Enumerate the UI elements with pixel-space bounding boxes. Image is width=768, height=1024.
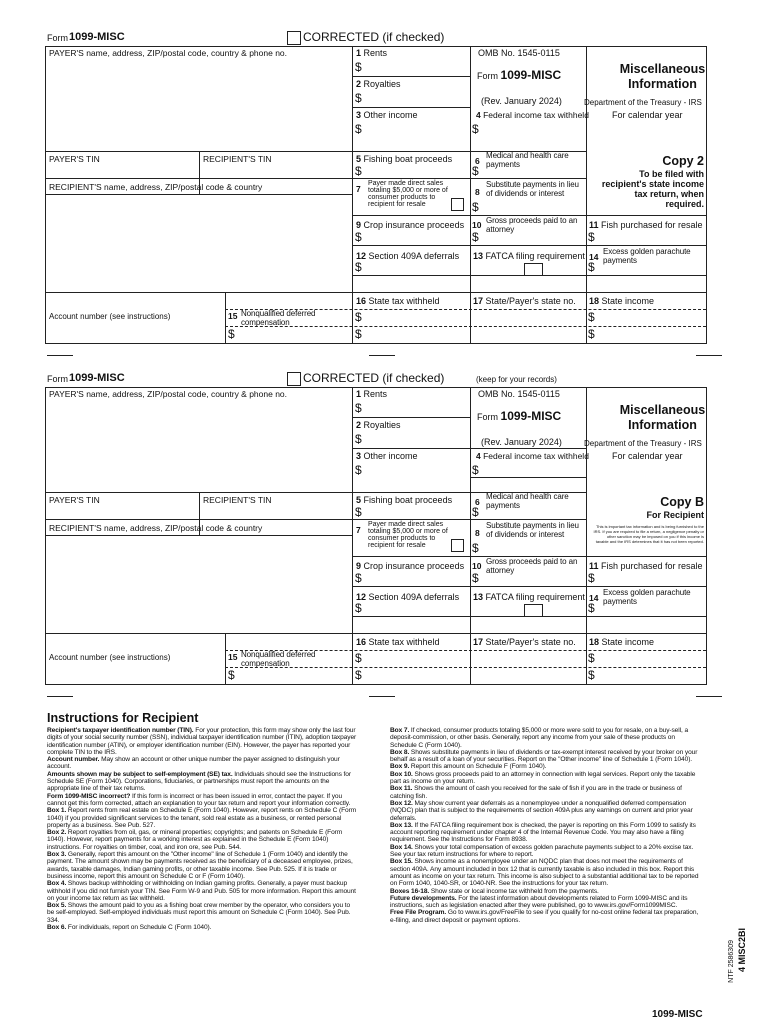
box-10-dollar: $ — [472, 230, 479, 244]
instruction-paragraph: Box 5. Shows the amount paid to you as a fishing boat crew member by the operator, who considers you to be self-employed. Self-employed individuals must report this amount on Schedule C (Form 1040). See Pub. 334. — [47, 902, 351, 924]
payer-name-field[interactable] — [47, 60, 350, 148]
footer-form-name: 1099-MISC — [652, 1009, 703, 1020]
box-10-number: 10 — [472, 561, 482, 571]
box-18-dollar-2: $ — [588, 327, 595, 341]
box-15-dollar: $ — [228, 327, 235, 341]
box-1-label: 1 Rents — [356, 389, 388, 399]
instruction-paragraph: Box 14. Shows your total compensation of excess golden parachute payments subject to a 20% excise tax. See your tax return instructions for where to report. — [390, 843, 694, 859]
box-16-dollar-2: $ — [355, 668, 362, 682]
box-11-dollar: $ — [588, 571, 595, 585]
instruction-paragraph: Box 1. Report rents from real estate on Schedule E (Form 1040). However, report rents on Schedule C (Form 1040) if you provided significant services to the tenant, sold real estate as a business, or rented personal property as a business. See Pub. 527. — [47, 807, 357, 829]
copy-subtitle: To be filed with recipient's state income tax return, when required. — [601, 169, 704, 209]
box-13-checkbox[interactable] — [524, 604, 543, 617]
box-6-number: 6 — [475, 497, 480, 507]
box-6-label: Medical and health care payments — [486, 151, 569, 169]
side-id: 4 MISC2BI — [737, 928, 747, 973]
calendar-year-label: For calendar year — [612, 451, 683, 461]
box-9-label: 9 Crop insurance proceeds — [356, 220, 465, 230]
box-14-dollar: $ — [588, 601, 595, 615]
box-3-dollar: $ — [355, 463, 362, 477]
box-3-dollar: $ — [355, 122, 362, 136]
instruction-paragraph: Account number. May show an account or other unique number the payer assigned to distinguish your account. — [47, 756, 340, 771]
box-8-number: 8 — [475, 528, 480, 538]
box-7-checkbox[interactable] — [451, 198, 464, 211]
box-6-dollar: $ — [472, 164, 479, 178]
box-3-label: 3 Other income — [356, 110, 418, 120]
box-1-dollar: $ — [355, 401, 362, 415]
box-10-label: Gross proceeds paid to an attorney — [486, 216, 578, 234]
form-name-center: Form 1099-MISC — [477, 68, 562, 82]
box-2-dollar: $ — [355, 432, 362, 446]
box-17-label: 17 State/Payer's state no. — [473, 637, 576, 647]
instruction-paragraph: Box 8. Shows substitute payments in lieu of dividends or tax-exempt interest received by your broker on your behalf as a result of a loan of your securities. Report on the "Other income" line of Schedule 1 (Form 1040). — [390, 748, 698, 764]
corrected-checkbox[interactable] — [287, 31, 301, 45]
box-4-label: 4 Federal income tax withheld — [476, 110, 589, 120]
box-18-dollar-2: $ — [588, 668, 595, 682]
side-code: NTF 2586309 — [728, 940, 735, 983]
box-13-label: 13 FATCA filing requirement — [473, 251, 585, 261]
box-18-label: 18 State income — [589, 296, 655, 306]
copy-note: This is important tax information and is being furnished to the IRS. If you are required to file a return, a negligence penalty or other sanction may be imposed on you if this income is taxable and the IRS determines that it has not been reported. — [593, 524, 704, 544]
box-14-number: 14 — [589, 593, 599, 603]
box-18-dollar-1: $ — [588, 310, 595, 324]
box-14-number: 14 — [589, 252, 599, 262]
copy-title: Copy 2 — [662, 154, 704, 168]
box-7-checkbox[interactable] — [451, 539, 464, 552]
box-7-number: 7 — [356, 184, 361, 194]
box-14-dollar: $ — [588, 260, 595, 274]
box-16-label: 16 State tax withheld — [356, 637, 440, 647]
instruction-paragraph: Box 15. Shows income as a nonemployee under an NQDC plan that does not meet the requirements of section 409A. Any amount included in box 12 that is currently taxable is also included in this box. Report this amount as income on your tax return. This income is also subject to a substantial additional tax to be reported on Form 1040, 1040-SR, or 1040-NR. See the instructions for your tax return. — [390, 858, 699, 888]
instruction-paragraph: Box 2. Report royalties from oil, gas, or mineral properties; copyrights; and patents on Schedule E (Form 1040). However, report payments for a working interest as explained in the Schedule E (Form 1040) instructions. For royalties on timber, coal, and iron ore, see Pub. 544. — [47, 829, 343, 851]
box-12-dollar: $ — [355, 601, 362, 615]
box-8-dollar: $ — [472, 541, 479, 555]
copy-subtitle: For Recipient — [646, 510, 704, 520]
box-8-label: Substitute payments in lieu of dividends or interest — [486, 180, 579, 198]
payer-tin-label: PAYER'S TIN — [49, 495, 100, 505]
recipient-name-label: RECIPIENT'S name, address, ZIP/postal code & country — [49, 523, 263, 533]
form-prefix: Form — [47, 374, 68, 384]
form-title: Miscellaneous Information — [619, 62, 706, 91]
box-4-label: 4 Federal income tax withheld — [476, 451, 589, 461]
account-number-label: Account number (see instructions) — [49, 312, 171, 321]
box-15-dollar: $ — [228, 668, 235, 682]
instruction-paragraph: Box 7. If checked, consumer products totaling $5,000 or more were sold to you for resale, on a buy-sell, a deposit-commission, or other basis. Generally, report any income from your sale of these products on Schedule C (Form 1040). — [390, 727, 689, 749]
box-10-label: Gross proceeds paid to an attorney — [486, 557, 578, 575]
box-8-dollar: $ — [472, 200, 479, 214]
recipient-tin-label: RECIPIENT'S TIN — [203, 495, 272, 505]
instruction-paragraph: Box 10. Shows gross proceeds paid to an attorney in connection with legal services. Report only the taxable part as income on your return. — [390, 770, 696, 786]
box-1-dollar: $ — [355, 60, 362, 74]
box-7-number: 7 — [356, 525, 361, 535]
box-1-label: 1 Rents — [356, 48, 388, 58]
box-9-dollar: $ — [355, 571, 362, 585]
instruction-paragraph: Future developments. For the latest information about developments related to Form 1099-MISC and its instructions, such as legislation enacted after they were published, go to www.irs.gov/Form1099MISC. — [390, 894, 688, 910]
instruction-paragraph: Box 13. If the FATCA filing requirement box is checked, the payer is reporting on this Form 1099 to satisfy its account reporting requirement under chapter 4 of the Internal Revenue Code. You may also have a filing requirement. See the Instructions for Form 8938. — [390, 821, 696, 844]
box-18-label: 18 State income — [589, 637, 655, 647]
instruction-paragraph: Box 4. Shows backup withholding or withholding on Indian gaming profits. Generally, a payer must backup withhold if you did not furnish your TIN. See Form W-9 and Pub. 505 for more information. Report this amount on your income tax return as tax withheld. — [47, 880, 356, 902]
instruction-paragraph: Box 9. Report this amount on Schedule F (Form 1040). — [390, 763, 547, 771]
box-13-checkbox[interactable] — [524, 263, 543, 276]
box-14-label: Excess golden parachute payments — [603, 588, 691, 606]
box-2-label: 2 Royalties — [356, 79, 401, 89]
revision-date: (Rev. January 2024) — [481, 96, 562, 106]
box-16-dollar-1: $ — [355, 651, 362, 665]
instructions-right-column — [390, 727, 700, 924]
instructions-title: Instructions for Recipient — [47, 711, 199, 725]
box-6-label: Medical and health care payments — [486, 492, 569, 510]
box-10-dollar: $ — [472, 571, 479, 585]
instruction-paragraph: Box 6. For individuals, report on Schedule C (Form 1040). — [47, 924, 212, 932]
box-8-label: Substitute payments in lieu of dividends or interest — [486, 521, 579, 539]
box-4-dollar: $ — [472, 463, 479, 477]
payer-name-field[interactable] — [47, 401, 350, 489]
form-prefix: Form — [47, 33, 68, 43]
box-7-label: Payer made direct sales totaling $5,000 or more of consumer products to recipient for resale — [368, 521, 448, 549]
corrected-checkbox[interactable] — [287, 372, 301, 386]
box-5-dollar: $ — [355, 164, 362, 178]
payer-name-label: PAYER'S name, address, ZIP/postal code, country & phone no. — [49, 48, 288, 58]
form-title: Miscellaneous Information — [619, 403, 706, 432]
omb-number: OMB No. 1545-0115 — [478, 389, 560, 399]
box-5-dollar: $ — [355, 505, 362, 519]
box-11-dollar: $ — [588, 230, 595, 244]
corrected-label: CORRECTED (if checked) — [303, 371, 445, 385]
instruction-paragraph: Box 11. Shows the amount of cash you received for the sale of fish if you are in the trade or business of catching fish. — [390, 785, 682, 800]
instruction-paragraph: Form 1099-MISC incorrect? If this form is incorrect or has been issued in error, contact the payer. If you cannot get this form corrected, attach an explanation to your tax return and report your information correctly. — [47, 792, 351, 807]
box-2-dollar: $ — [355, 91, 362, 105]
box-10-number: 10 — [472, 220, 482, 230]
payer-tin-label: PAYER'S TIN — [49, 154, 100, 164]
recipient-name-field[interactable] — [47, 537, 350, 631]
box-13-label: 13 FATCA filing requirement — [473, 592, 585, 602]
form-name: 1099-MISC — [69, 372, 125, 384]
box-15-number: 15 — [228, 311, 238, 321]
department-label: Department of the Treasury - IRS — [584, 439, 702, 448]
payer-name-label: PAYER'S name, address, ZIP/postal code, country & phone no. — [49, 389, 288, 399]
box-17-label: 17 State/Payer's state no. — [473, 296, 576, 306]
box-3-label: 3 Other income — [356, 451, 418, 461]
box-16-dollar-2: $ — [355, 327, 362, 341]
box-11-label: 11 Fish purchased for resale — [589, 561, 703, 571]
box-15-label: Nonqualified deferred compensation — [241, 650, 316, 668]
box-11-label: 11 Fish purchased for resale — [589, 220, 703, 230]
box-18-dollar-1: $ — [588, 651, 595, 665]
box-8-number: 8 — [475, 187, 480, 197]
box-12-label: 12 Section 409A deferrals — [356, 592, 460, 602]
instruction-paragraph: Free File Program. Go to www.irs.gov/FreeFile to see if you qualify for no-cost online federal tax preparation, e-filing, and direct deposit or payment options. — [390, 909, 699, 924]
recipient-tin-label: RECIPIENT'S TIN — [203, 154, 272, 164]
box-15-label: Nonqualified deferred compensation — [241, 309, 316, 327]
box-4-dollar: $ — [472, 122, 479, 136]
box-5-label: 5 Fishing boat proceeds — [356, 495, 453, 505]
instruction-paragraph: Recipient's taxpayer identification number (TIN). For your protection, this form may show only the last four digits of your social security number (SSN), individual taxpayer identification number (ITIN), adoption taxpayer identification number (ATIN), or employer identification number (EIN). However, the payer has reported your complete TIN to the IRS. — [47, 727, 357, 756]
instruction-paragraph: Box 12. May show current year deferrals as a nonemployee under a nonqualified deferred compensation (NQDC) plan that is subject to the requirements of section 409A plus any earnings on current and prior year deferrals. — [390, 799, 693, 822]
instruction-paragraph: Box 3. Generally, report this amount on the "Other income" line of Schedule 1 (Form 1040) and identify the payment. The amount shown may be payments received as the beneficiary of a deceased employee, prizes, awards, taxable damages, Indian gaming profits, or other taxable income. See Pub. 525. If it is trade or business income, report this amount on Schedule C or F (Form 1040). — [47, 851, 353, 880]
box-6-dollar: $ — [472, 505, 479, 519]
recipient-name-label: RECIPIENT'S name, address, ZIP/postal code & country — [49, 182, 263, 192]
box-6-number: 6 — [475, 156, 480, 166]
box-9-label: 9 Crop insurance proceeds — [356, 561, 465, 571]
box-2-label: 2 Royalties — [356, 420, 401, 430]
calendar-year-label: For calendar year — [612, 110, 683, 120]
box-9-dollar: $ — [355, 230, 362, 244]
box-16-dollar-1: $ — [355, 310, 362, 324]
box-12-label: 12 Section 409A deferrals — [356, 251, 460, 261]
instruction-paragraph: Amounts shown may be subject to self-employment (SE) tax. Individuals should see the Instructions for Schedule SE (Form 1040). Corporations, fiduciaries, or partnerships must report the amounts on the appropriate line of their tax returns. — [47, 770, 351, 793]
box-16-label: 16 State tax withheld — [356, 296, 440, 306]
instructions-left-column — [47, 727, 357, 931]
box-15-number: 15 — [228, 652, 238, 662]
box-12-dollar: $ — [355, 260, 362, 274]
department-label: Department of the Treasury - IRS — [584, 98, 702, 107]
account-number-label: Account number (see instructions) — [49, 653, 171, 662]
corrected-label: CORRECTED (if checked) — [303, 30, 445, 44]
box-4-highlight — [470, 448, 587, 478]
box-5-label: 5 Fishing boat proceeds — [356, 154, 453, 164]
box-7-label: Payer made direct sales totaling $5,000 or more of consumer products to recipient for resale — [368, 180, 448, 208]
box-14-label: Excess golden parachute payments — [603, 247, 691, 265]
omb-number: OMB No. 1545-0115 — [478, 48, 560, 58]
recipient-name-field[interactable] — [47, 196, 350, 290]
form-name: 1099-MISC — [69, 31, 125, 43]
form-name-center: Form 1099-MISC — [477, 409, 562, 423]
instruction-paragraph: Boxes 16-18. Show state or local income tax withheld from the payments. — [390, 887, 599, 895]
revision-date: (Rev. January 2024) — [481, 437, 562, 447]
copy-title: Copy B — [660, 495, 704, 509]
keep-note: (keep for your records) — [476, 375, 557, 384]
